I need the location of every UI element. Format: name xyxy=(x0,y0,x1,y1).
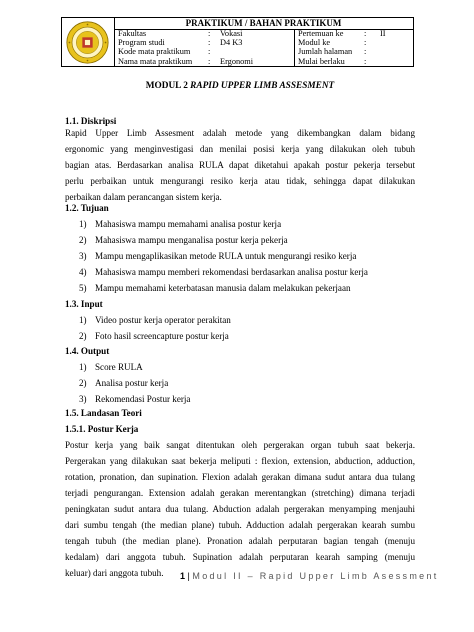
header-left-column xyxy=(114,29,295,66)
university-seal-logo xyxy=(66,21,109,64)
header-row-program: Program studi : D4 K3 xyxy=(118,38,243,48)
footer-text: Modul II – Rapid Upper Limb Asessment xyxy=(192,571,439,581)
list-item: 2) Mahasiswa mampu menganalisa postur kerja pekerja xyxy=(79,235,288,245)
page-number: 1 xyxy=(180,571,186,581)
list-item: 3) Rekomendasi Postur kerja xyxy=(79,394,191,404)
section-heading-objectives: 1.2. Tujuan xyxy=(65,203,109,213)
section-heading-input: 1.3. Input xyxy=(65,299,103,309)
logo-cell xyxy=(62,18,115,66)
subsection-heading-posture: 1.5.1. Postur Kerja xyxy=(65,424,139,434)
list-item: 1) Video postur kerja operator perakitan xyxy=(79,315,231,325)
module-title: MODUL 2 RAPID UPPER LIMB ASSESMENT xyxy=(145,81,335,91)
section-heading-output: 1.4. Output xyxy=(65,346,110,356)
list-item: 2) Analisa postur kerja xyxy=(79,378,169,388)
header-row-module: Modul ke : xyxy=(298,38,367,48)
section-heading-theory: 1.5. Landasan Teori xyxy=(65,408,142,418)
header-row-course-name: Nama mata praktikum : Ergonomi xyxy=(118,56,254,66)
header-table xyxy=(61,17,414,67)
list-item: 5) Mampu memahami keterbatasan manusia dalam melakukan pekerjaan xyxy=(79,283,351,293)
list-item: 2) Foto hasil screencapture postur kerja xyxy=(79,331,229,341)
header-title: PRAKTIKUM / BAHAN PRAKTIKUM xyxy=(114,18,413,30)
page-footer xyxy=(180,571,439,581)
header-row-course-code: Kode mata praktikum : xyxy=(118,47,211,57)
footer-separator: | xyxy=(187,571,190,581)
posture-paragraph: Postur kerja yang baik sangat ditentukan oleh pergerakan organ tubuh saat bekerja. Pergerakan yang dilakukan saat bekerja meliputi : flexion, extension, abduction, adduction, rotation, pronation, dan supination. Flexion adalah gerakan dimana sudut antara dua tulang terjadi pengurangan. Extension adalah gerakan merentangkan (stretching) dimana terjadi peningkatan sudut antara dua tulang. Abduction adalah pergerakan menyamping menjauhi dari sumbu tengah (the median plane) tubuh. Adduction adalah pergerakan kearah sumbu tengah tubuh (the median plane). Pronation adalah perputaran bagian tengah (menuju kedalam) dari anggota tubuh. Supination adalah perputaran kearah samping (menuju keluar) dari anggota tubuh. xyxy=(65,440,415,578)
header-right-column xyxy=(294,29,413,66)
header-row-page-count: Jumlah halaman : xyxy=(298,47,367,57)
header-row-faculty: Fakultas : Vokasi xyxy=(118,29,243,38)
header-row-meeting: Pertemuan ke : II xyxy=(298,29,386,38)
list-item: 1) Mahasiswa mampu memahami analisa postur kerja xyxy=(79,219,282,229)
description-paragraph: Rapid Upper Limb Assesment adalah metode yang dikembangkan dalam bidang ergonomic yang menginvestigasi dan menilai posisi kerja yang dilakukan oleh tubuh bagian atas. Berdasarkan analisa RULA dapat diketahui apakah postur pekerja tersebut perlu perbaikan untuk mengurangi resiko kerja atau tidak, sehingga dapat dilakukan perbaikan dalam perancangan sistem kerja. xyxy=(65,128,415,202)
list-item: 1) Score RULA xyxy=(79,362,143,372)
list-item: 3) Mampu mengaplikasikan metode RULA untuk mengurangi resiko kerja xyxy=(79,251,357,261)
section-heading-description: 1.1. Diskripsi xyxy=(65,116,117,126)
header-row-effective: Mulai berlaku : xyxy=(298,56,367,66)
list-item: 4) Mahasiswa mampu memberi rekomendasi berdasarkan analisa postur kerja xyxy=(79,267,368,277)
